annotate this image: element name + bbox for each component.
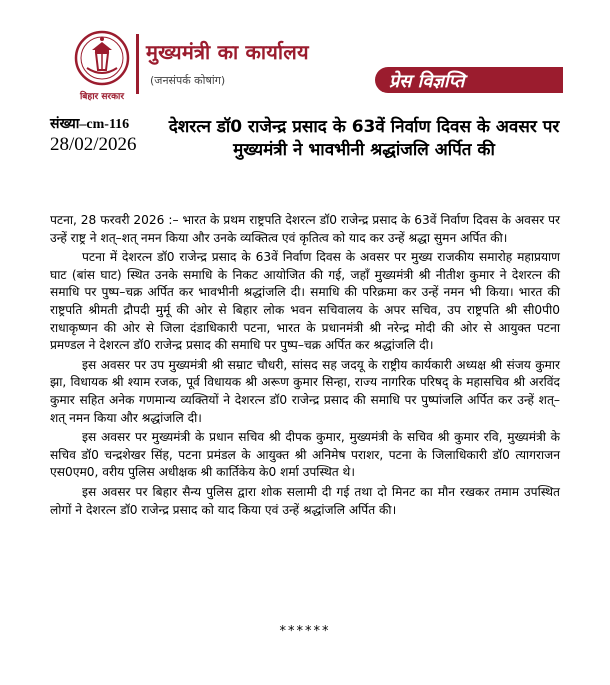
office-subtitle: (जनसंपर्क कोषांग) xyxy=(150,74,226,87)
release-reference xyxy=(50,114,170,156)
paragraph: इस अवसर पर बिहार सैन्य पुलिस द्वारा शोक सलामी दी गई तथा दो मिनट का मौन रखकर तमाम उपस्थित लोगों ने देशरत्न डॉ0 राजेन्द्र प्रसाद को याद किया एवं उन्हें श्रद्धांजलि अर्पित की। xyxy=(50,484,560,517)
letterhead xyxy=(0,0,610,108)
press-release-band xyxy=(375,67,563,93)
paragraph: इस अवसर पर उप मुख्यमंत्री श्री सम्राट चौधरी, सांसद सह जदयू के राष्ट्रीय कार्यकारी अध्यक्ष श्री संजय कुमार झा, विधायक श्री श्याम रजक, पूर्व विधायक श्री अरूण कुमार सिन्हा, राज्य नागरिक परिषद् के महासचिव श्री अरविंद कुमार सहित अनेक गणमान्य व्यक्तियों ने देशरत्न डॉ0 राजेन्द्र प्रसाद की समाधि पर पुष्पांजलि अर्पित कर उन्हें शत्–शत् नमन किया और श्रद्धांजलि दी। xyxy=(50,357,560,425)
end-marker: ****** xyxy=(279,624,331,639)
release-date: 28/02/2026 xyxy=(50,134,137,155)
paragraph: पटना में देशरत्न डॉ0 राजेन्द्र प्रसाद के 63वें निर्वाण दिवस के अवसर पर मुख्य राजकीय समारोह महाप्रयाण घाट (बांस घाट) स्थित उनके समाधि के निकट आयोजित की गई, जहाँ मुख्यमंत्री श्री नीतीश कुमार ने देशरत्न की समाधि पर पुष्प–चक्र अर्पित कर भावभीनी श्रद्धांजलि दी। समाधि की परिक्रमा कर उन्हें नमन भी किया। भारत की राष्ट्रपति श्रीमती द्रौपदी मुर्मू की ओर से बिहार लोक भवन सचिवालय के अपर सचिव, उप राष्ट्रपति श्री सी0पी0 राधाकृष्णन की ओर से जिला दंडाधिकारी पटना, भारत के प्रधानमंत्री श्री नरेन्द्र मोदी की ओर से आयुक्त पटना प्रमण्डल ने देशरत्न डॉ0 राजेन्द्र प्रसाद की समाधि पर पुष्प–चक्र अर्पित कर श्रद्धांजलि दी। xyxy=(50,250,560,353)
release-number: संख्या–cm-116 xyxy=(50,117,130,132)
bihar-emblem-icon xyxy=(74,30,130,86)
logo-text: बिहार सरकार xyxy=(79,92,125,102)
paragraph: इस अवसर पर मुख्यमंत्री के प्रधान सचिव श्री दीपक कुमार, मुख्यमंत्री के सचिव श्री कुमार रवि, मुख्यमंत्री के सचिव डॉ0 चन्द्रशेखर सिंह, पटना प्रमंडल के आयुक्त श्री अनिमेष पराशर, पटना के जिलाधिकारी डॉ0 त्यागराजन एस0एम0, वरीय पुलिस अधीक्षक श्री कार्तिकेय के0 शर्मा उपस्थित थे। xyxy=(50,430,560,480)
paragraph: पटना, 28 फरवरी 2026 :– भारत के प्रथम राष्ट्रपति देशरत्न डॉ0 राजेन्द्र प्रसाद के 63वें निर्वाण दिवस के अवसर पर उन्हें राष्ट्र ने शत्–शत् नमन किया और उनके व्यक्तित्व एवं कृतित्व को याद कर उन्हें श्रद्धा सुमन अर्पित की। xyxy=(50,213,560,245)
office-title: मुख्यमंत्री का कार्यालय xyxy=(146,40,309,64)
headline: देशरत्न डॉ0 राजेन्द्र प्रसाद के 63वें निर्वाण दिवस के अवसर पर मुख्यमंत्री ने भावभीनी श्रद्धांजलि अर्पित की xyxy=(168,117,560,160)
press-release-label: प्रेस विज्ञप्ति xyxy=(389,71,465,92)
logo xyxy=(74,30,130,100)
press-body xyxy=(50,212,560,521)
header-divider xyxy=(136,34,139,94)
